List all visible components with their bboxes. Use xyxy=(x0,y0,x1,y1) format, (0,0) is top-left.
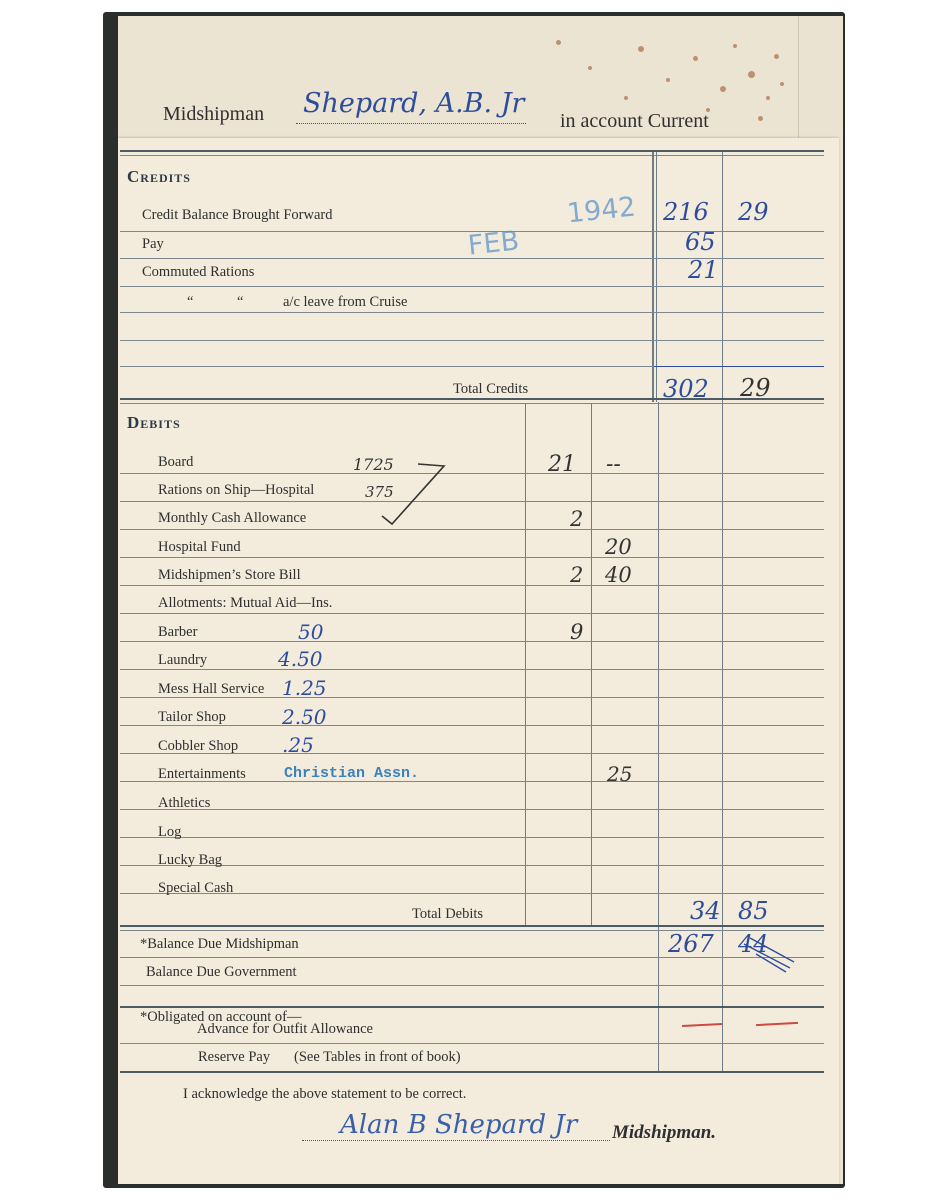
debit-row-dollars: 2 xyxy=(570,563,584,587)
signature-title: Midshipman. xyxy=(612,1122,717,1143)
total-credits-cents: 29 xyxy=(740,374,771,402)
debit-row-cents: 40 xyxy=(605,563,632,587)
total-credits-label: Total Credits xyxy=(453,381,529,397)
ink-scribble-icon xyxy=(738,934,798,976)
total-credits-dollars: 302 xyxy=(663,375,709,403)
credit-ditto-mark: “ xyxy=(187,294,194,310)
balance-due-midshipman-dollars: 267 xyxy=(668,930,714,958)
debit-row-label: Athletics xyxy=(158,795,211,811)
credit-row-dollars: 216 xyxy=(663,198,709,226)
debit-row-label: Laundry xyxy=(158,652,208,668)
debit-row-label: Mess Hall Service xyxy=(158,681,265,697)
debit-row-label: Monthly Cash Allowance xyxy=(158,510,307,526)
balance-due-midshipman-cents: 44 xyxy=(738,930,769,958)
signature-line xyxy=(302,1140,610,1141)
debit-row-cents: -- xyxy=(606,452,621,477)
credit-row-label: Credit Balance Brought Forward xyxy=(142,207,333,223)
credits-heading: Credits xyxy=(127,167,191,186)
debit-row-label: Allotments: Mutual Aid—Ins. xyxy=(158,595,333,611)
debit-row-note: 4.50 xyxy=(278,647,323,671)
reserve-pay-note: (See Tables in front of book) xyxy=(294,1049,461,1065)
debit-row-cents: 25 xyxy=(607,762,633,786)
total-debits-dollars: 34 xyxy=(690,897,721,925)
header-name-line xyxy=(296,123,526,124)
debit-row-label: Log xyxy=(158,824,182,840)
total-debits-label: Total Debits xyxy=(412,906,484,922)
debit-row-label: Board xyxy=(158,454,194,470)
obligation-line-1: *Obligated on account of— xyxy=(140,1009,302,1025)
debit-row-label: Lucky Bag xyxy=(158,852,223,868)
debit-row-dollars: 9 xyxy=(570,620,584,644)
debit-row-note: 2.50 xyxy=(282,705,327,729)
debit-row-label: Rations on Ship—Hospital xyxy=(158,482,315,498)
debit-row-label: Special Cash xyxy=(158,880,234,896)
total-debits-cents: 85 xyxy=(738,897,769,925)
balance-due-government-label: Balance Due Government xyxy=(146,964,297,980)
debit-row-note: 50 xyxy=(298,620,324,644)
reserve-pay-label: Reserve Pay xyxy=(198,1049,271,1065)
credit-row-label: Pay xyxy=(142,236,164,252)
credit-row-dollars: 21 xyxy=(688,256,719,284)
debit-row-note: Christian Assn. xyxy=(284,765,420,782)
debit-row-dollars: 21 xyxy=(548,452,576,477)
obligation-line-2: Advance for Outfit Allowance xyxy=(197,1021,373,1037)
debit-row-label: Midshipmen’s Store Bill xyxy=(158,567,301,583)
debit-row-note: 1725 xyxy=(353,455,394,474)
credit-ditto-mark: “ xyxy=(237,294,244,310)
date-stamp-year: 1942 xyxy=(565,191,638,230)
header-name: Shepard, A.B. Jr xyxy=(303,88,525,119)
credit-row-label: a/c leave from Cruise xyxy=(283,294,408,310)
debit-row-cents: 20 xyxy=(605,535,632,559)
debit-row-label: Barber xyxy=(158,624,198,640)
acknowledgement-statement: I acknowledge the above statement to be correct. xyxy=(183,1086,467,1102)
credit-row-cents: 29 xyxy=(738,198,769,226)
signature: Alan B Shepard Jr xyxy=(340,1110,578,1140)
debit-row-label: Entertainments xyxy=(158,766,246,782)
date-stamp-month: FEB xyxy=(466,225,521,262)
debit-row-label: Tailor Shop xyxy=(158,709,226,725)
header-suffix: in account Current xyxy=(560,110,709,132)
debit-row-label: Hospital Fund xyxy=(158,539,241,555)
debit-row-label: Cobbler Shop xyxy=(158,738,239,754)
debit-row-note: 375 xyxy=(365,483,394,501)
credit-row-dollars: 65 xyxy=(685,228,716,256)
credit-row-label: Commuted Rations xyxy=(142,264,255,280)
header-prefix: Midshipman xyxy=(163,103,265,125)
debits-heading: Debits xyxy=(127,413,181,432)
balance-due-midshipman-label: *Balance Due Midshipman xyxy=(140,936,299,952)
debit-row-note: 1.25 xyxy=(282,676,327,700)
debit-row-note: .25 xyxy=(282,733,314,757)
debit-row-dollars: 2 xyxy=(570,507,584,531)
